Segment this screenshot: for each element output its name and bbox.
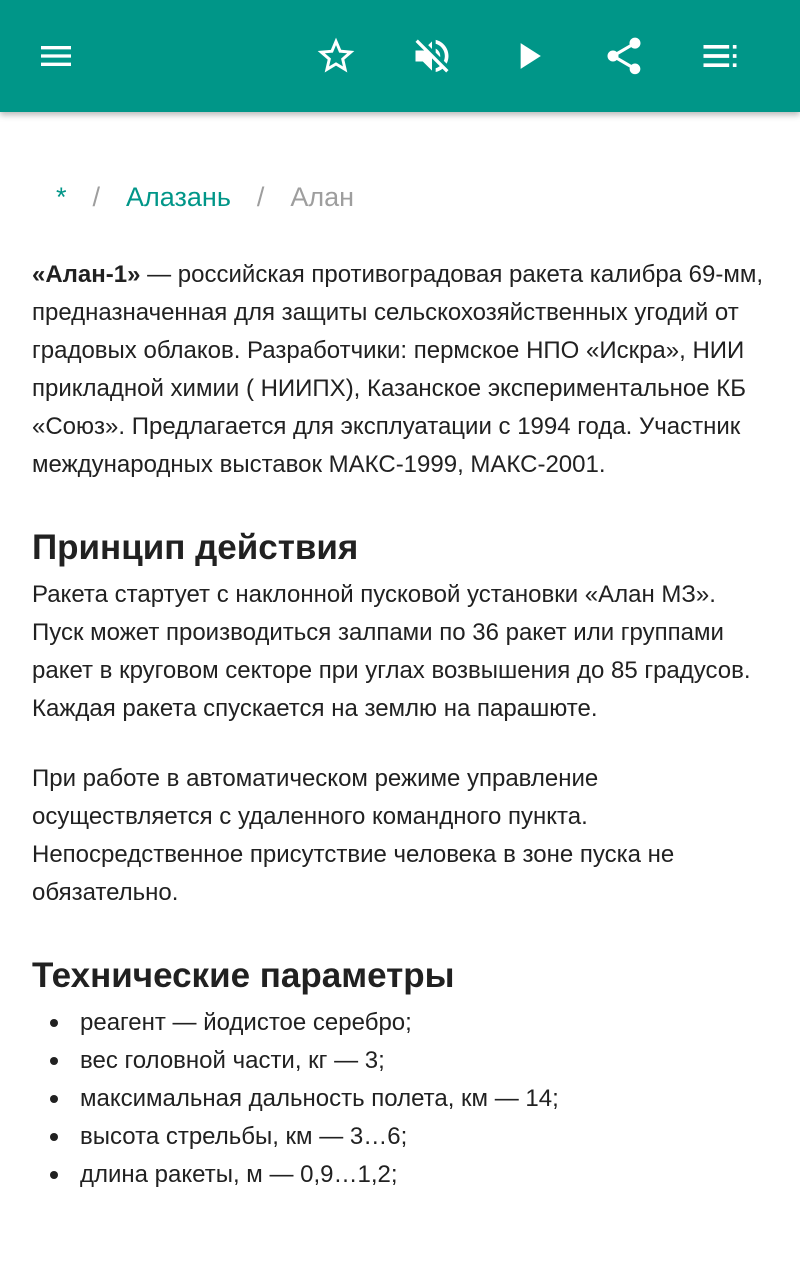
playlist-button[interactable] [692,28,748,84]
mute-button[interactable] [404,28,460,84]
bullet-icon [50,1171,58,1179]
breadcrumb-parent-link[interactable]: Алазань [126,182,231,212]
list-item-text: высота стрельбы, км — 3…6; [80,1123,408,1150]
play-icon [506,34,550,78]
menu-button[interactable] [28,28,84,84]
list-item [32,1042,772,1080]
star-icon [314,34,358,78]
list-item [32,1004,772,1042]
heading-tech: Технические параметры [32,956,455,995]
breadcrumb-separator: / [256,182,265,212]
list-item-text: реагент — йодистое серебро; [80,1009,412,1036]
breadcrumb-separator: / [92,182,101,212]
breadcrumb [56,182,354,213]
list-item [32,1118,772,1156]
list-item [32,1080,772,1118]
breadcrumb-current: Алан [290,182,355,212]
tech-params-list [32,1004,772,1194]
principle-paragraph-2: При работе в автоматическом режиме управление осуществляется с удаленного командного пункта. Непосредственное присутствие человека в зоне пуска не обязательно. [32,765,675,906]
breadcrumb-root-link[interactable]: * [56,182,67,212]
bullet-icon [50,1133,58,1141]
list-item-text: длина ракеты, м — 0,9…1,2; [80,1161,398,1188]
bullet-icon [50,1019,58,1027]
volume-off-icon [410,34,454,78]
share-button[interactable] [596,28,652,84]
heading-principle: Принцип действия [32,528,359,567]
list-item [32,1156,772,1194]
menu-icon [36,36,76,76]
intro-text: — российская противоградовая ракета калибра 69-мм, предназначенная для защиты сельскохозяйственных угодий от градовых облаков. Разработчики: пермское НПО «Искра», НИИ прикладной химии ( НИИПХ), Казанское экспериментальное КБ «Союз». Предлагается для эксплуатации с 1994 года. Участник международных выставок МАКС-1999, МАКС-2001. [32,261,764,478]
article-body [32,256,772,1194]
app-toolbar [0,0,800,112]
intro-bold-title: «Алан-1» [32,261,141,288]
list-item-text: максимальная дальность полета, км — 14; [80,1085,559,1112]
list-item-text: вес головной части, кг — 3; [80,1047,385,1074]
favorite-button[interactable] [308,28,364,84]
bullet-icon [50,1057,58,1065]
playlist-icon [698,34,742,78]
bullet-icon [50,1095,58,1103]
principle-paragraph-1: Ракета стартует с наклонной пусковой установки «Алан МЗ». Пуск может производиться залпами по 36 ракет или группами ракет в круговом секторе при углах возвышения до 85 градусов. Каждая ракета спускается на землю на парашюте. [32,581,751,722]
play-button[interactable] [500,28,556,84]
intro-paragraph [32,256,772,484]
share-icon [602,34,646,78]
